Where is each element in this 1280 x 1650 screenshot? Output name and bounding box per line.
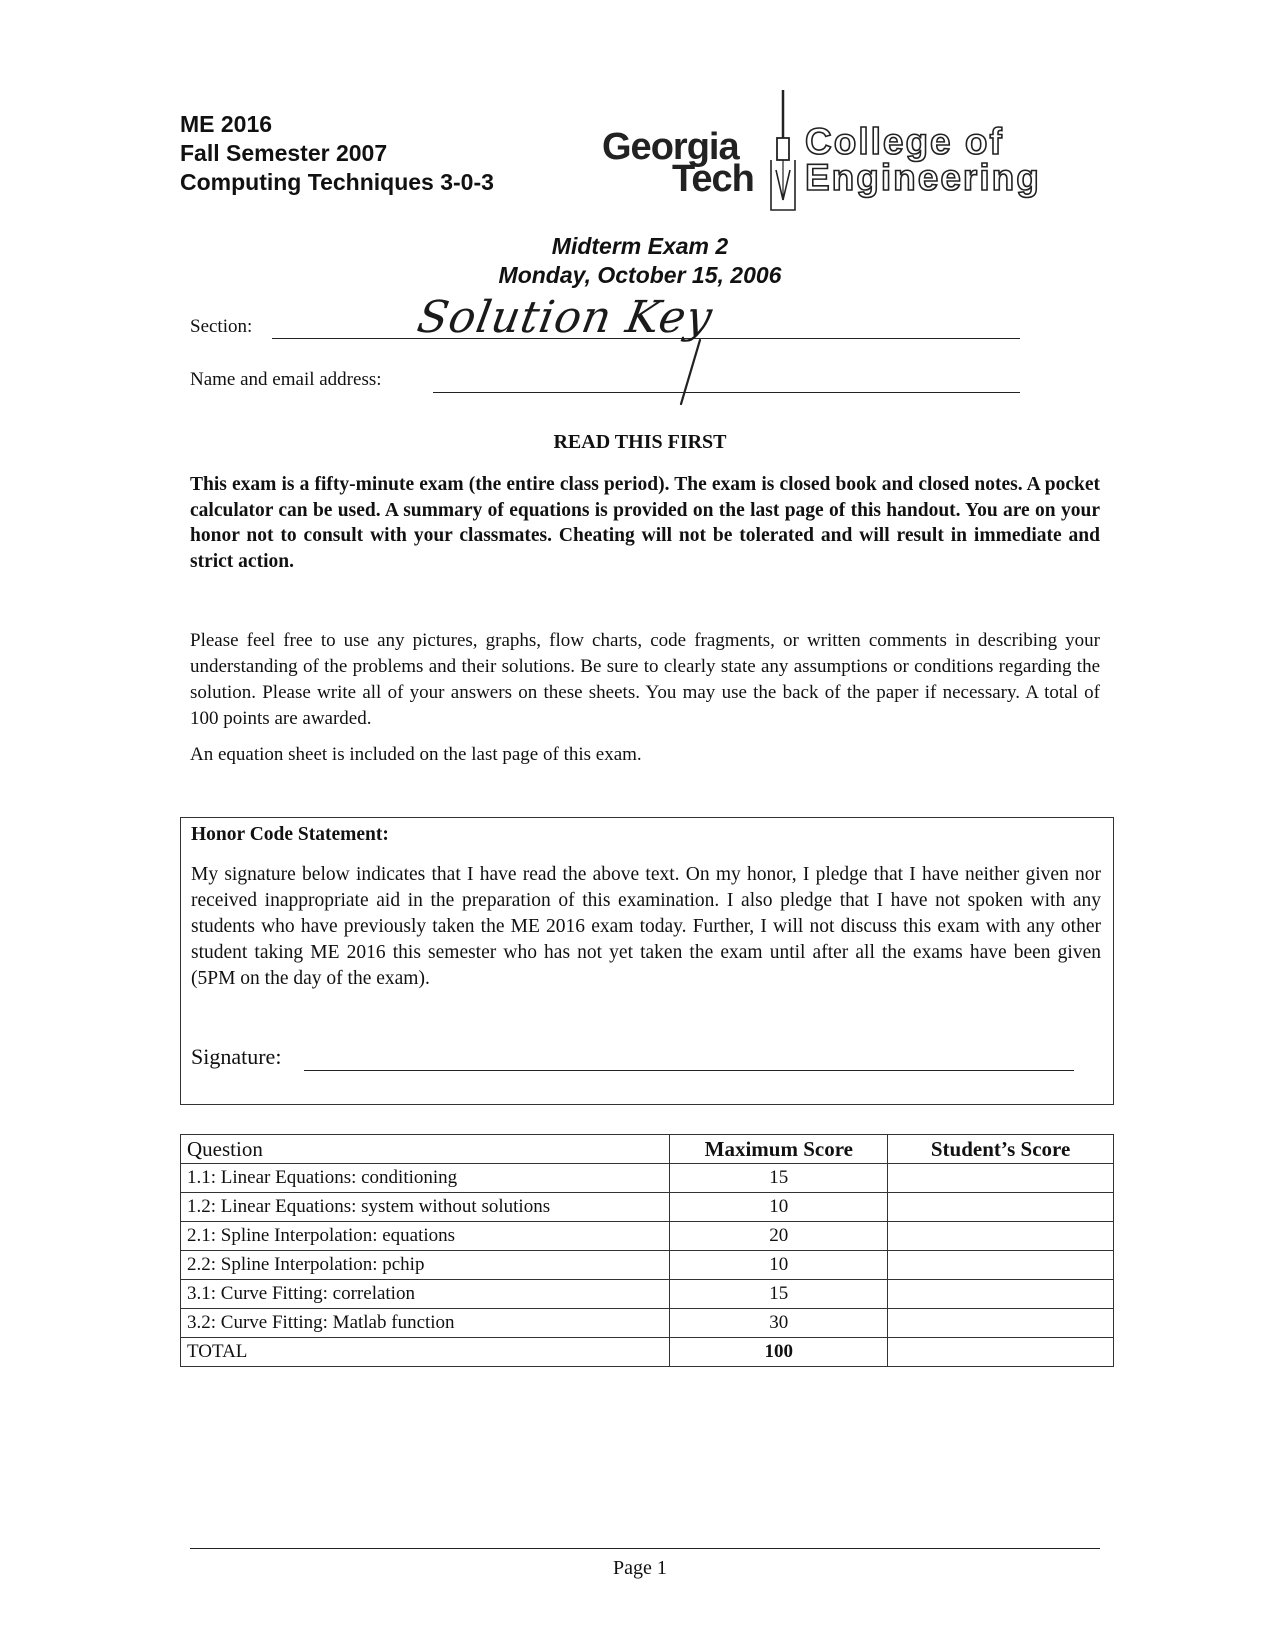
question-cell: 3.1: Curve Fitting: correlation [181,1280,670,1309]
max-score-cell: 15 [670,1164,888,1193]
student-score-cell[interactable] [888,1309,1114,1338]
student-score-cell[interactable] [888,1193,1114,1222]
logo-georgia-text: Georgia [602,126,739,168]
question-cell: 2.2: Spline Interpolation: pchip [181,1251,670,1280]
section-label: Section: [190,316,253,337]
name-email-label: Name and email address: [190,369,382,390]
header-student-score: Student’s Score [888,1135,1114,1164]
section-handwritten-value: Solution Key [413,292,717,343]
course-name: Computing Techniques 3-0-3 [180,169,494,195]
course-header [180,110,494,197]
student-score-cell[interactable] [888,1164,1114,1193]
logo-tech-text: Tech [672,158,754,200]
table-row [181,1309,1114,1338]
logo-engineering-text: Engineering [805,157,1041,198]
instructions-paragraph: Please feel free to use any pictures, graphs, flow charts, code fragments, or written comments in describing your understanding of the problems and their solutions. Be sure to clearly state any assumptions or conditions regarding the solution. Please write all of your answers on these sheets. You may use the back of the paper if necessary. A total of 100 points are awarded. [190,630,1100,729]
exam-title: Midterm Exam 2 [551,233,729,259]
max-score-cell: 10 [670,1251,888,1280]
total-label-cell: TOTAL [181,1338,670,1367]
student-score-cell[interactable] [888,1251,1114,1280]
exam-date: Monday, October 15, 2006 [498,262,782,288]
total-student-score-cell[interactable] [888,1338,1114,1367]
course-semester: Fall Semester 2007 [180,140,388,166]
question-cell: 3.2: Curve Fitting: Matlab function [181,1309,670,1338]
honor-code-box [180,817,1114,1105]
signature-field[interactable] [304,1070,1074,1071]
student-score-cell[interactable] [888,1280,1114,1309]
score-table-header [181,1135,1114,1164]
signature-label: Signature: [191,1044,282,1069]
student-score-cell[interactable] [888,1222,1114,1251]
table-row [181,1280,1114,1309]
total-row [181,1338,1114,1367]
max-score-cell: 20 [670,1222,888,1251]
header-maximum-score: Maximum Score [670,1135,888,1164]
max-score-cell: 30 [670,1309,888,1338]
name-email-field[interactable] [433,392,1020,393]
georgia-tech-logo [600,88,1070,218]
table-row [181,1164,1114,1193]
score-table [180,1134,1114,1367]
honor-code-title: Honor Code Statement: [191,824,389,845]
handwritten-stroke [676,338,706,408]
logo-college-text: College of [805,121,1004,162]
tech-tower-icon [768,88,798,218]
table-row [181,1222,1114,1251]
honor-code-text: My signature below indicates that I have read the above text. On my honor, I pledge that I have neither given nor received inappropriate aid in the preparation of this examination. I also pledge that I have not spoken with any students who have previously taken the ME 2016 exam today. Further, I will not discuss this exam with any other student taking ME 2016 this semester who has not yet taken the exam until after all the exams have been given (5PM on the day of the exam). [191,864,1101,989]
total-max-score-cell: 100 [670,1338,888,1367]
max-score-cell: 15 [670,1280,888,1309]
max-score-cell: 10 [670,1193,888,1222]
question-cell: 1.2: Linear Equations: system without solutions [181,1193,670,1222]
table-row [181,1251,1114,1280]
course-code: ME 2016 [180,111,273,137]
header-question: Question [181,1135,670,1164]
equation-sheet-note: An equation sheet is included on the last page of this exam. [190,744,642,765]
page-number: Page 1 [613,1557,667,1579]
question-cell: 1.1: Linear Equations: conditioning [181,1164,670,1193]
question-cell: 2.1: Spline Interpolation: equations [181,1222,670,1251]
table-row [181,1193,1114,1222]
footer-divider [190,1548,1100,1549]
read-first-heading: READ THIS FIRST [553,431,727,453]
exam-rules-paragraph: This exam is a fifty-minute exam (the entire class period). The exam is closed book and closed notes. A pocket calculator can be used. A summary of equations is provided on the last page of this handout. You are on your honor not to consult with your classmates. Cheating will not be tolerated and will result in immediate and strict action. [190,474,1100,572]
